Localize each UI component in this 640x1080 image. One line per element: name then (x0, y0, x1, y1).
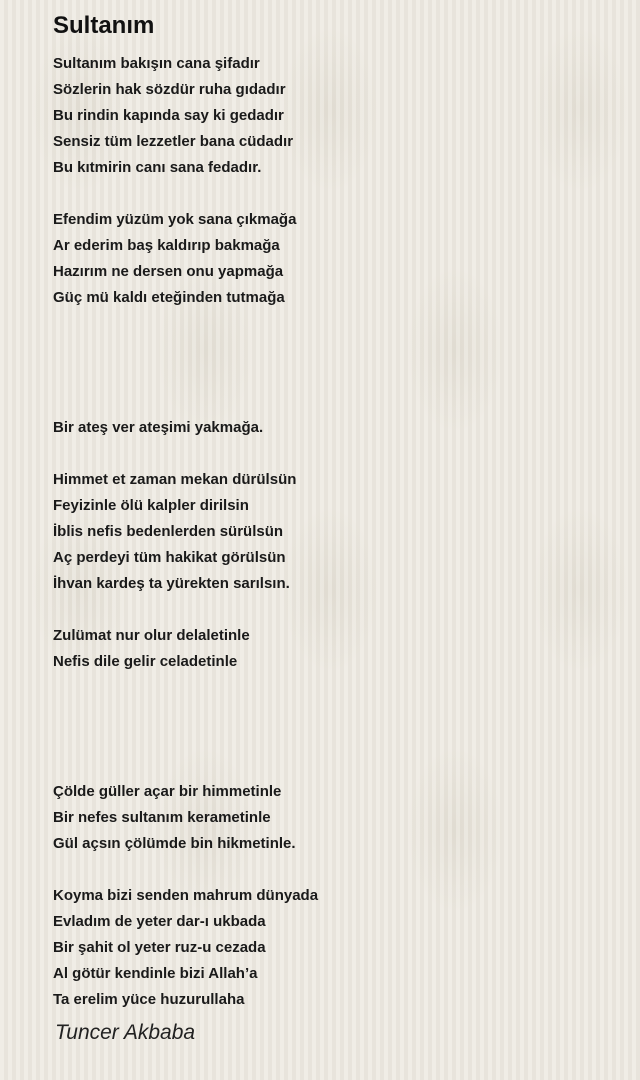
poem-line: Hazırım ne dersen onu yapmağa (53, 263, 284, 280)
stanza-gap (53, 311, 613, 415)
poem-page (53, 10, 613, 1047)
stanza-gap (53, 675, 613, 779)
poem-line: Bu rindin kapında say ki gedadır (53, 107, 284, 124)
poem-line: Sensiz tüm lezzetler bana cüdadır (53, 133, 294, 150)
poem-line: Koyma bizi senden mahrum dünyada (53, 887, 319, 904)
poem-line: Güç mü kaldı eteğinden tutmağa (53, 289, 285, 306)
poem-title: Sultanım (53, 12, 155, 39)
poem-stanza-3 (53, 467, 613, 597)
poem-stanza-4 (53, 623, 613, 857)
poem-line: Gül açsın çölümde bin hikmetinle. (53, 835, 296, 852)
poem-line: İblis nefis bedenlerden sürülsün (53, 523, 284, 540)
stanza-gap (53, 441, 613, 467)
poem-line: Ar ederim baş kaldırıp bakmağa (53, 237, 280, 254)
poem-stanza-5 (53, 883, 613, 1013)
poem-line: Bir ateş ver ateşimi yakmağa. (53, 419, 264, 436)
stanza-gap (53, 181, 613, 207)
poem-line: Sultanım bakışın cana şifadır (53, 55, 260, 72)
poem-line: Bir şahit ol yeter ruz-u cezada (53, 939, 266, 956)
poem-line: Ta erelim yüce huzurullaha (53, 991, 245, 1008)
stanza-gap (53, 597, 613, 623)
stanza-gap (53, 857, 613, 883)
poem-stanza-2 (53, 207, 613, 441)
poem-line: Sözlerin hak sözdür ruha gıdadır (53, 81, 286, 98)
poem-line: Zulümat nur olur delaletinle (53, 627, 250, 644)
poem-body (53, 51, 613, 1013)
poem-stanza-1 (53, 51, 613, 181)
poem-line: Bu kıtmirin canı sana fedadır. (53, 159, 262, 176)
poem-line: Aç perdeyi tüm hakikat görülsün (53, 549, 286, 566)
poem-line: İhvan kardeş ta yürekten sarılsın. (53, 575, 290, 592)
poem-line: Feyizinle ölü kalpler dirilsin (53, 497, 249, 514)
poem-line: Bir nefes sultanım kerametinle (53, 809, 271, 826)
poem-line: Çölde güller açar bir himmetinle (53, 783, 282, 800)
poem-line: Efendim yüzüm yok sana çıkmağa (53, 211, 297, 228)
poem-author: Tuncer Akbaba (55, 1021, 196, 1044)
poem-line: Evladım de yeter dar-ı ukbada (53, 913, 266, 930)
poem-line: Nefis dile gelir celadetinle (53, 653, 238, 670)
poem-line: Al götür kendinle bizi Allah’a (53, 965, 258, 982)
poem-line: Himmet et zaman mekan dürülsün (53, 471, 297, 488)
